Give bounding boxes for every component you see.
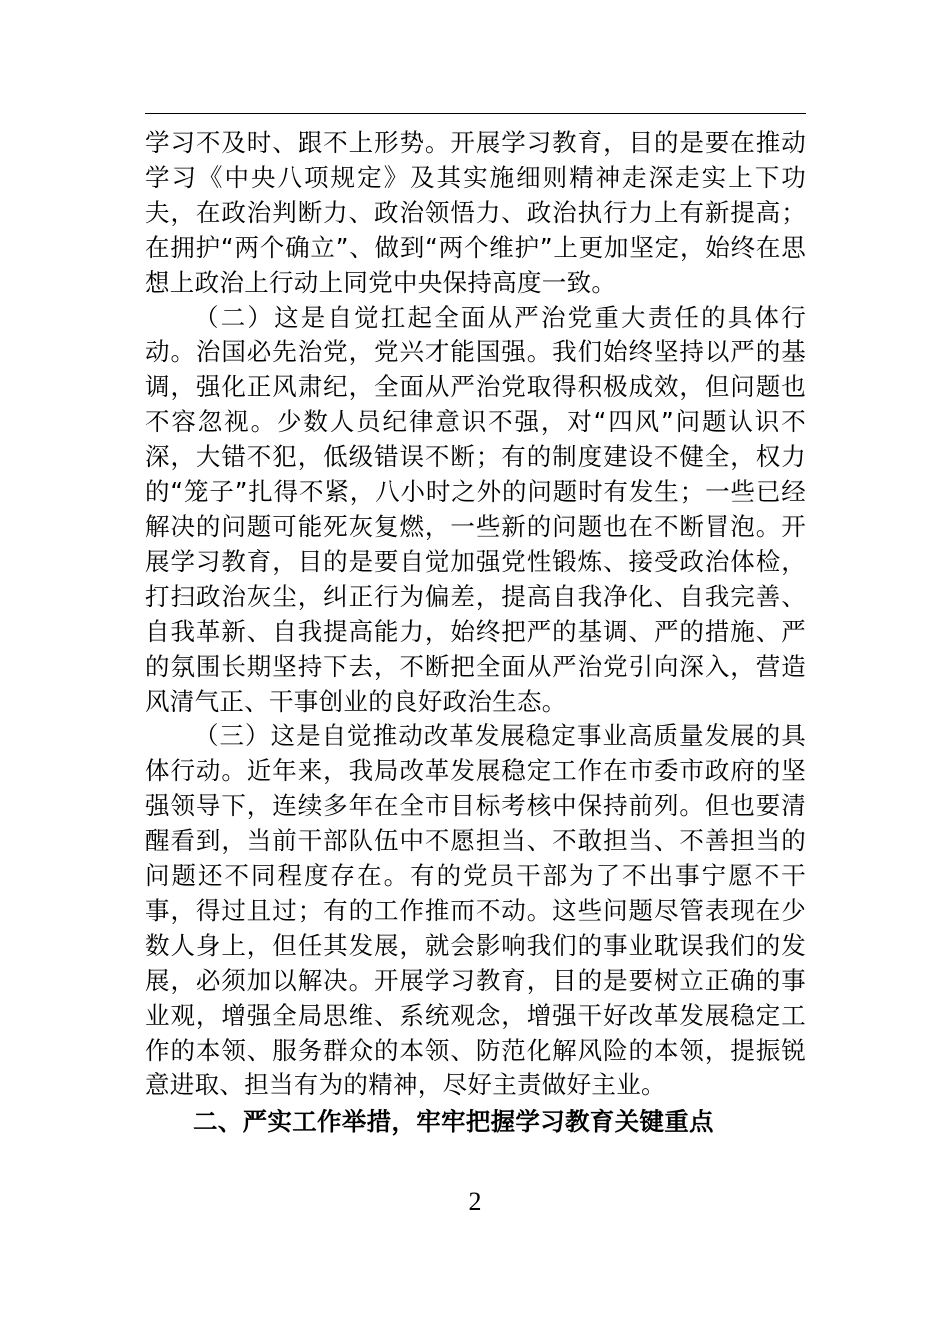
paragraph-continued: 学习不及时、跟不上形势。开展学习教育，目的是要在推动学习《中央八项规定》及其实施细则精神走深走实上下功夫，在政治判断力、政治领悟力、政治执行力上有新提高；在拥护“两个确立”、做到“两个维护”上更加坚定，始终在思想上政治上行动上同党中央保持高度一致。	[145, 128, 806, 297]
header-divider	[145, 113, 806, 114]
paragraph-section-two: （二）这是自觉扛起全面从严治党重大责任的具体行动。治国必先治党，党兴才能国强。我们始终坚持以严的基调，强化正风肃纪，全面从严治党取得积极成效，但问题也不容忽视。少数人员纪律意识不强，对“四风”问题认识不深，大错不犯，低级错误不断；有的制度建设不健全，权力的“笼子”扎得不紧，八小时之外的问题时有发生；一些已经解决的问题可能死灰复燃，一些新的问题也在不断冒泡。开展学习教育，目的是要自觉加强党性锻炼、接受政治体检，打扫政治灰尘，纠正行为偏差，提高自我净化、自我完善、自我革新、自我提高能力，始终把严的基调、严的措施、严的氛围长期坚持下去，不断把全面从严治党引向深入，营造风清气正、干事创业的良好政治生态。	[145, 302, 806, 716]
paragraph-section-three: （三）这是自觉推动改革发展稳定事业高质量发展的具体行动。近年来，我局改革发展稳定工作在市委市政府的坚强领导下，连续多年在全市目标考核中保持前列。但也要清醒看到，当前干部队伍中不愿担当、不敢担当、不善担当的问题还不同程度存在。有的党员干部为了不出事宁愿不干事，得过且过；有的工作推而不动。这些问题尽管表现在少数人身上，但任其发展，就会影响我们的事业耽误我们的发展，必须加以解决。开展学习教育，目的是要树立正确的事业观，增强全局思维、系统观念，增强干好改革发展稳定工作的本领、服务群众的本领、防范化解风险的本领，提振锐意进取、担当有为的精神，尽好主责做好主业。	[145, 721, 806, 1100]
page-number: 2	[468, 1187, 482, 1216]
document-body	[145, 126, 806, 1140]
section-heading: 二、严实工作举措，牢牢把握学习教育关键重点	[193, 1107, 714, 1137]
